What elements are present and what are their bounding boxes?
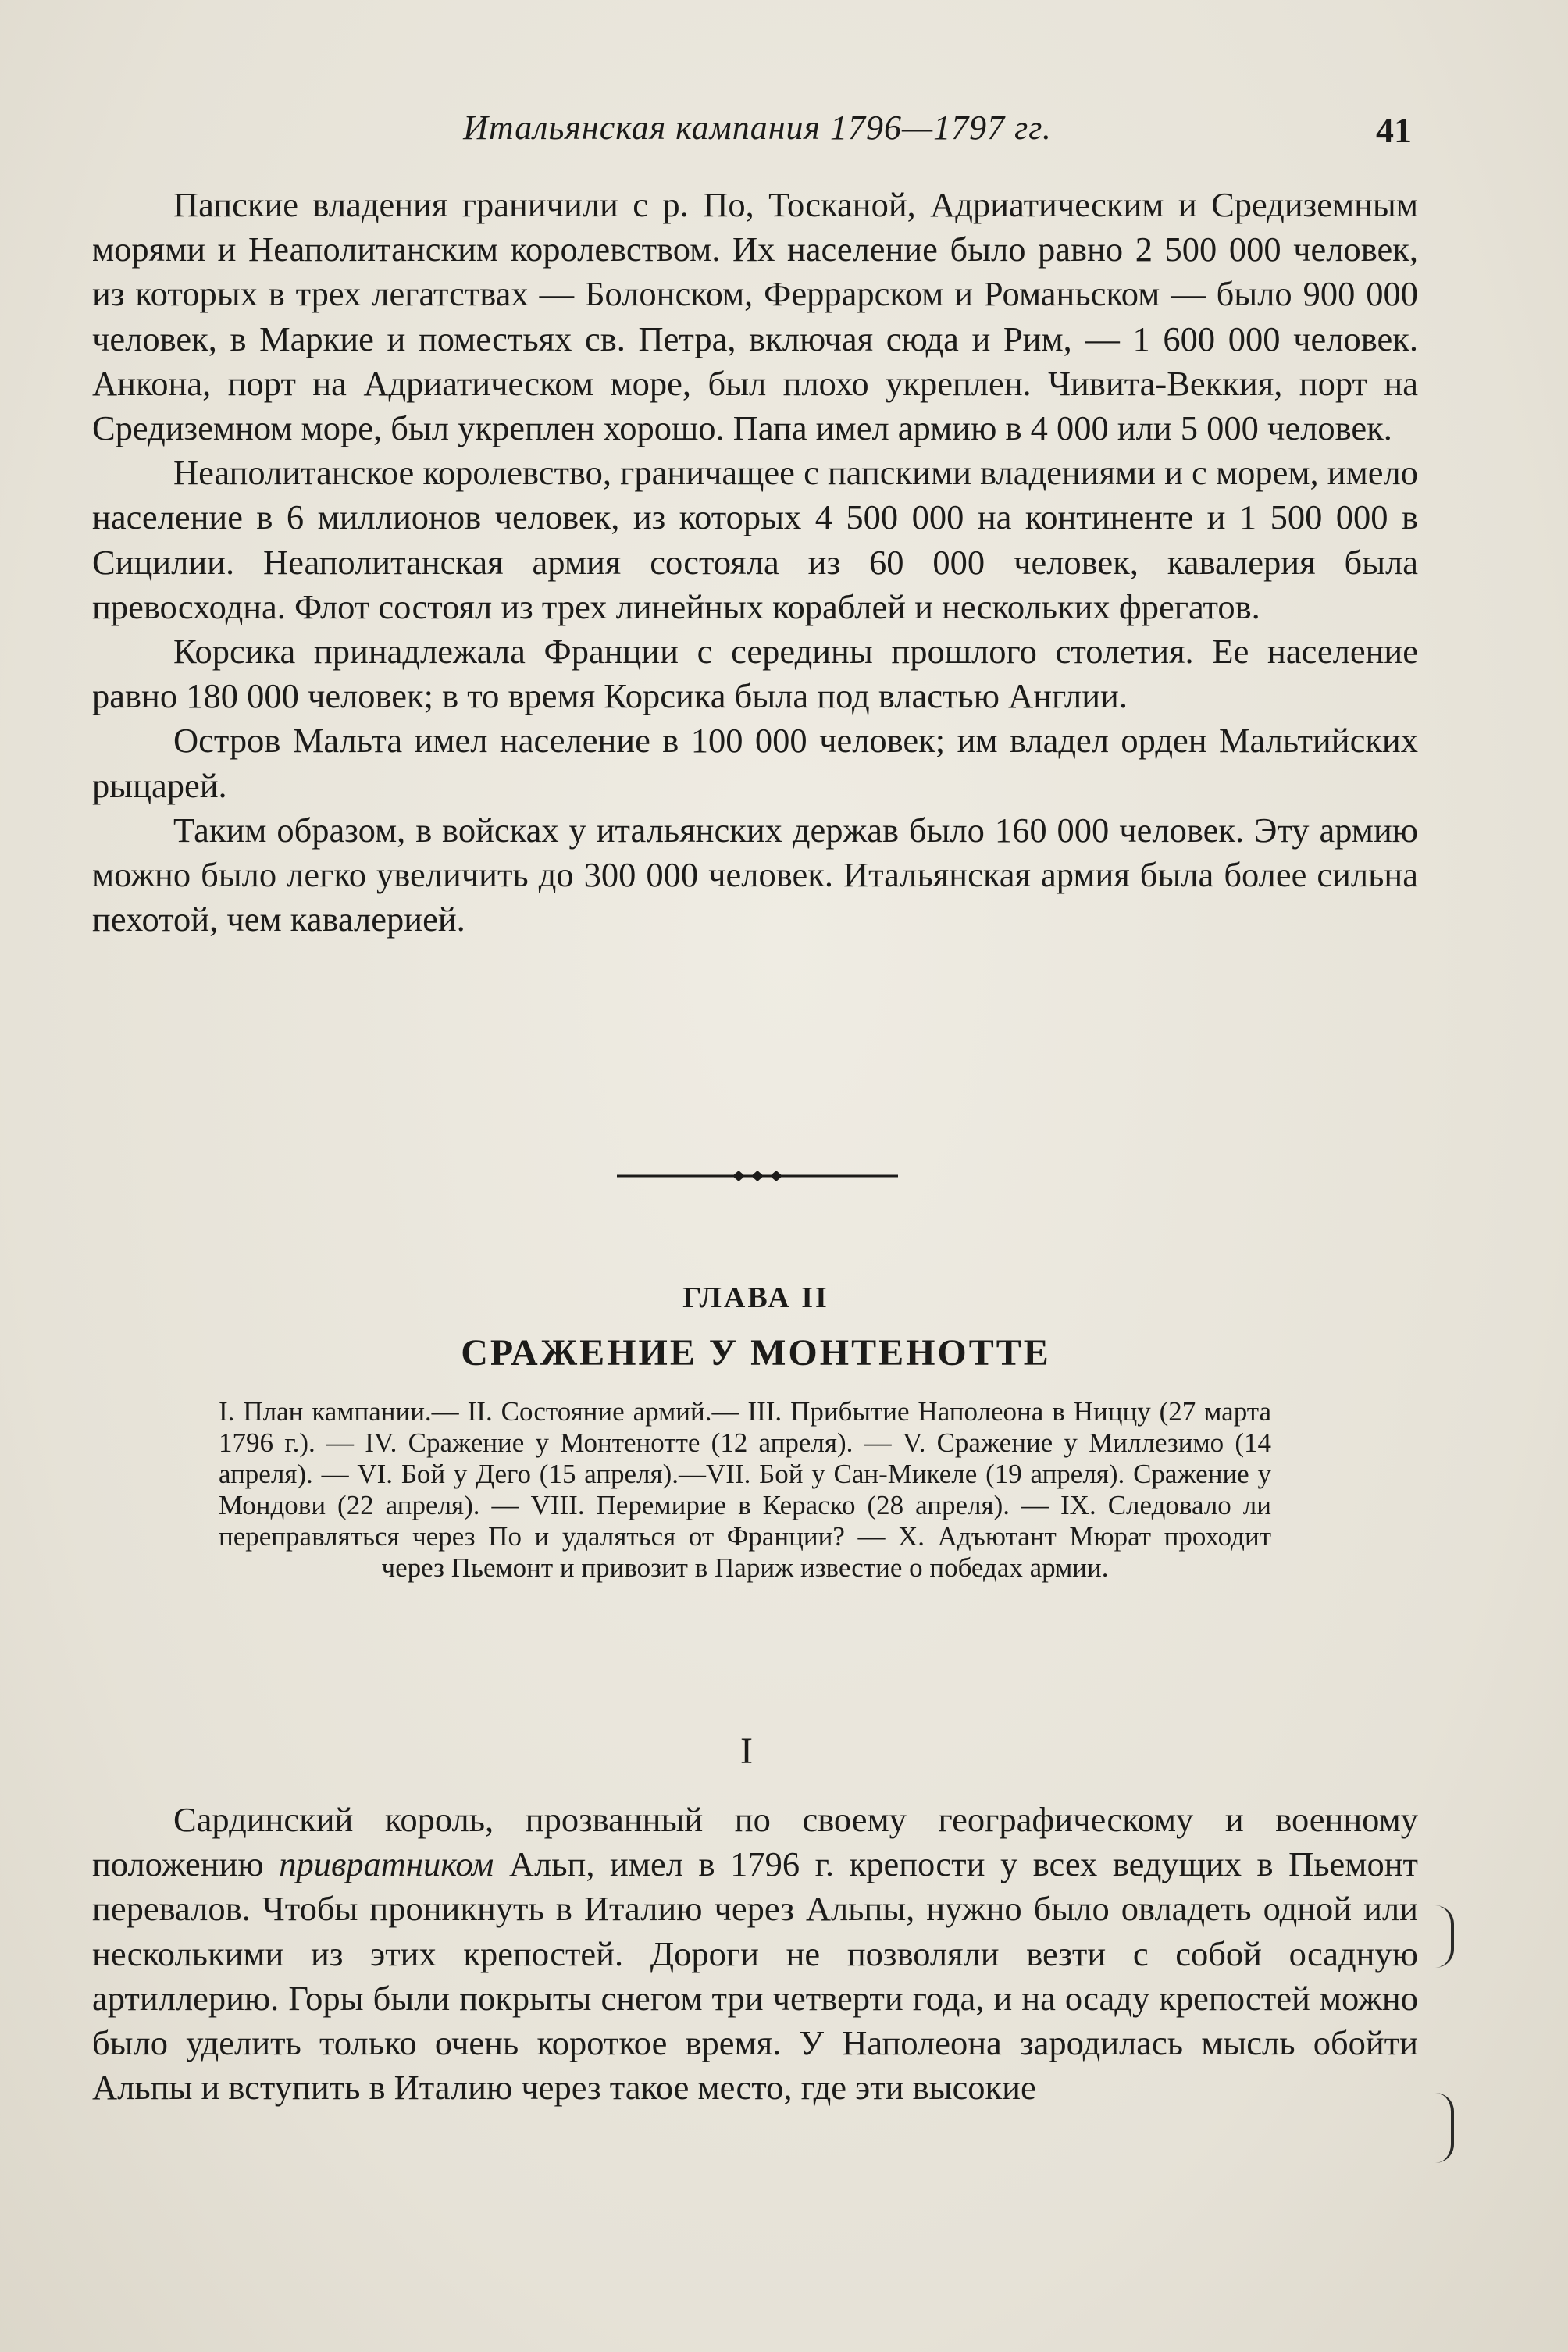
paragraph-malta: Остров Мальта имел население в 100 000 человек; им владел орден Мальтийских рыцарей. [92,721,1418,805]
chapter-title: СРАЖЕНИЕ У МОНТЕНОТТЕ [461,1332,1051,1374]
paragraph-text-end: Альп, имел в 1796 г. крепости у всех ведущих в Пьемонт перевалов. Чтобы проникнуть в Италию через Альпы, нужно было овладеть одной или несколькими из этих крепостей. Дороги не позволяли везти с собой осадную артиллерию. Горы были покрыты снегом три четверти года, и на осаду крепостей можно было уделить только очень короткое время. У Наполеона зародилась мысль обойти Альпы и вступить в Италию через такое место, где эти высокие [92,1844,1418,2108]
divider-diamond-left [732,1171,745,1181]
paragraph-summary-armies: Таким образом, в войсках у итальянских держав было 160 000 человек. Эту армию можно было легко увеличить до 300 000 человек. Итальянская армия была более сильна пехотой, чем кавалерией. [92,810,1418,939]
page-number: 41 [1376,110,1412,150]
paragraph-naples: Неаполитанское королевство, граничащее с папскими владениями и с морем, имело население в 6 миллионов человек, из которых 4 500 000 на континенте и 1 500 000 в Сицилии. Неаполитанская армия состояла из 60 000 человек, кавалерия была превосходна. Флот состоял из трех линейных кораблей и нескольких фрегатов. [92,453,1418,626]
chapter-summary: I. План кампании.— II. Состояние армий.— III. Прибытие Наполеона в Ниццу (27 марта 1796 г.). — IV. Сражение у Монтенотте (12 апреля). — V. Сражение у Миллезимо (14 апреля). — VI. Бой у Дего (15 апреля).—VII. Бой у Сан-Микеле (19 апреля). Сражение у Мондови (22 апреля). — VIII. Перемирие в Кераско (28 апреля). — IX. Следовало ли переправляться через По и удаляться от Франции? — X. Адъютант Мюрат проходит через Пьемонт и привозит в Париж известие о победах армии. [219,1396,1271,1583]
margin-bracket-lower [1435,2093,1454,2163]
running-title: Итальянская кампания 1796—1797 гг. [463,109,1052,147]
divider-diamond-right [770,1171,782,1181]
paragraph-papal-states: Папские владения граничили с р. По, Тосканой, Адриатическим и Средиземным морями и Неаполитанским королевством. Их население было равно 2 500 000 человек, из которых в трех легатствах — Болонском, Феррарском и Романьском — было 900 000 человек, в Маркие и поместьях св. Петра, включая сюда и Рим, — 1 600 000 человек. Анкона, порт на Адриатическом море, был плохо укреплен. Чивита-Веккия, порт на Средиземном море, был укреплен хорошо. Папа имел армию в 4 000 или 5 000 человек. [92,185,1418,448]
paragraph-text-start: Сардинский король, прозванный по своему географическому и военному положению [92,1800,1418,1884]
margin-bracket-upper [1435,1905,1454,1968]
section-divider-ornament [617,1167,898,1185]
paragraph-corsica: Корсика принадлежала Франции с середины прошлого столетия. Ее население равно 180 000 человек; в то время Корсика была под властью Англии. [92,632,1418,716]
divider-diamond-center [751,1171,764,1181]
paragraph-sardinian-king [92,1798,1418,2110]
top-text-block [92,183,1418,942]
bottom-text-block [92,1798,1418,2110]
section-number: I [740,1730,753,1772]
italic-term: привратником [279,1844,494,1884]
chapter-label: ГЛАВА II [682,1281,829,1314]
